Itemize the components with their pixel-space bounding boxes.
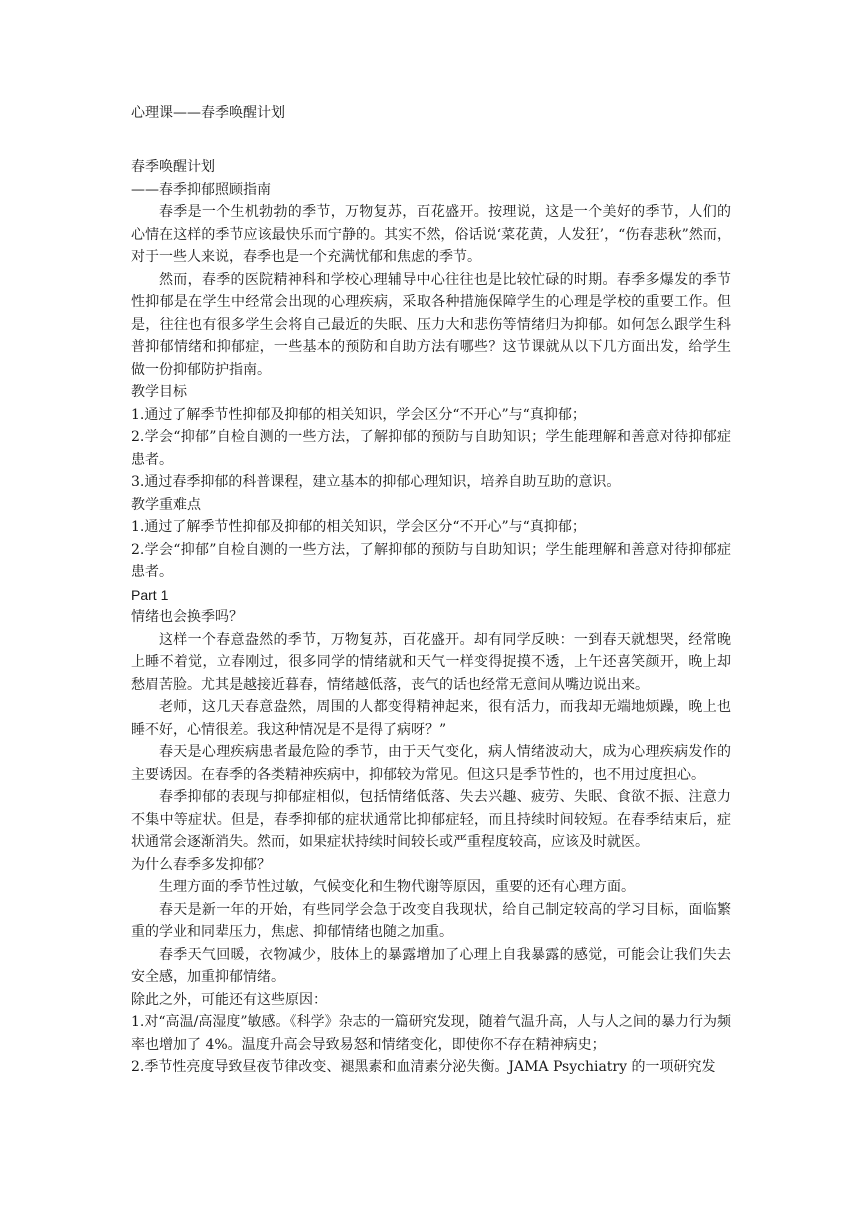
goal-item: 1.通过了解季节性抑郁及抑郁的相关知识，学会区分“不开心”与“真抑郁； <box>131 406 586 423</box>
key-point-item: 1.通过了解季节性抑郁及抑郁的相关知识，学会区分“不开心”与“真抑郁； <box>131 519 586 535</box>
part-heading: 情绪也会换季吗？ <box>131 609 243 625</box>
why-paragraph: 生理方面的季节性过敏，气候变化和生物代谢等原因，重要的还有心理方面。 <box>159 879 635 895</box>
goal-item: 2.学会“抑郁”自检自测的一些方法，了解抑郁的预防与自助知识；学生能理解和善意对待抑郁症患者。 <box>131 429 731 468</box>
reason-item: 2.季节性亮度导致昼夜节律改变、褪黑素和血清素分泌失衡。JAMA Psychiatry 的一项研究发 <box>131 1059 716 1075</box>
other-reasons-heading: 除此之外，可能还有这些原因： <box>131 991 327 1008</box>
part-label: Part 1 <box>131 586 169 603</box>
intro-paragraph: 春季是一个生机勃勃的季节，万物复苏，百花盛开。按理说，这是一个美好的季节，人们的心情在这样的季节应该最快乐而宁静的。其实不然，俗话说‘菜花黄，人发狂’，“伤春悲秋”然而，对于一些人来说，春季也是一个充满忧郁和焦虑的季节。 <box>131 204 731 265</box>
key-points-heading: 教学重难点 <box>131 496 201 513</box>
reason-item: 1.对“高温/高湿度”敏感。《科学》杂志的一篇研究发现，随着气温升高，人与人之间的暴力行为频率也增加了 4%。温度升高会导致易怒和情绪变化，即使你不存在精神病史； <box>131 1014 731 1053</box>
lesson-subtitle: ——春季抑郁照顾指南 <box>131 181 271 198</box>
goals-heading: 教学目标 <box>131 384 187 400</box>
lesson-title: 春季唤醒计划 <box>131 159 215 175</box>
intro-paragraph: 然而，春季的医院精神科和学校心理辅导中心往往也是比较忙碌的时期。春季多爆发的季节性抑郁是在学生中经常会出现的心理疾病，采取各种措施保障学生的心理是学校的重要工作。但是，往往也有很多学生会将自己最近的失眠、压力大和悲伤等情绪归为抑郁。如何怎么跟学生科普抑郁情绪和抑郁症，一些基本的预防和自助方法有哪些？这节课就从以下几方面出发，给学生做一份抑郁防护指南。 <box>131 271 731 378</box>
part-paragraph: 春季抑郁的表现与抑郁症相似，包括情绪低落、失去兴趣、疲劳、失眠、食欲不振、注意力不集中等症状。但是，春季抑郁的症状通常比抑郁症轻，而且持续时间较短。在春季结束后，症状通常会逐渐消失。然而，如果症状持续时间较长或严重程度较高，应该及时就医。 <box>131 789 731 850</box>
why-paragraph: 春季天气回暖，衣物减少，肢体上的暴露增加了心理上自我暴露的感觉，可能会让我们失去安全感，加重抑郁情绪。 <box>131 946 731 985</box>
part-paragraph: 这样一个春意盎然的季节，万物复苏，百花盛开。却有同学反映：一到春天就想哭，经常晚上睡不着觉，立春刚过，很多同学的情绪就和天气一样变得捉摸不透，上午还喜笑颜开，晚上却愁眉苦脸。尤其是越接近暮春，情绪越低落，丧气的话也经常无意间从嘴边说出来。 <box>131 631 731 693</box>
document-page <box>131 102 731 1079</box>
goal-item: 3.通过春季抑郁的科普课程，建立基本的抑郁心理知识，培养自助互助的意识。 <box>131 474 621 490</box>
why-heading: 为什么春季多发抑郁？ <box>131 856 271 873</box>
document-title: 心理课——春季唤醒计划 <box>131 105 285 121</box>
key-point-item: 2.学会“抑郁”自检自测的一些方法，了解抑郁的预防与自助知识；学生能理解和善意对待抑郁症患者。 <box>131 541 731 580</box>
part-paragraph: 春天是心理疾病患者最危险的季节，由于天气变化，病人情绪波动大，成为心理疾病发作的主要诱因。在春季的各类精神疾病中，抑郁较为常见。但这只是季节性的，也不用过度担心。 <box>131 744 731 783</box>
why-paragraph: 春天是新一年的开始，有些同学会急于改变自我现状，给自己制定较高的学习目标，面临繁重的学业和同辈压力，焦虑、抑郁情绪也随之加重。 <box>131 901 731 940</box>
part-paragraph: 老师，这几天春意盎然，周围的人都变得精神起来，很有活力，而我却无端地烦躁，晚上也睡不好，心情很差。我这种情况是不是得了病呀？” <box>131 699 731 738</box>
